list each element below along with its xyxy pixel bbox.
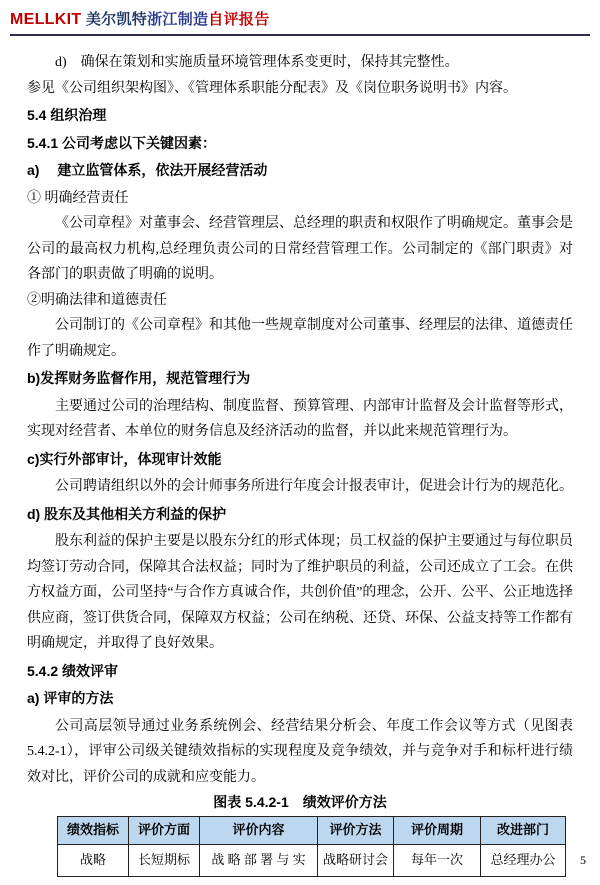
heading-5-4-2: 5.4.2 绩效评审 (27, 662, 119, 679)
cell-kpi: 战略 (58, 844, 129, 876)
cell-dept: 总经理办公 (481, 844, 566, 876)
brand-logo-text: MELLKIT (10, 11, 82, 28)
heading-5-4-1: 5.4.1 公司考虑以下关键因素： (27, 134, 217, 151)
col-header-cycle: 评价周期 (394, 816, 481, 844)
col-header-method: 评价方法 (318, 816, 394, 844)
cell-content: 战 略 部 署 与 实 (200, 844, 318, 876)
performance-evaluation-table (57, 816, 566, 877)
heading-a-review-method: a) 评审的方法 (27, 690, 114, 706)
cell-method: 战略研讨会 (318, 844, 394, 876)
page-number: 5 (580, 853, 586, 867)
cell-cycle: 每年一次 (394, 844, 481, 876)
heading-c-audit: c)实行外部审计，体现审计效能 (27, 450, 222, 467)
document-page (0, 8, 600, 885)
paragraph-finance-oversight: 主要通过公司的治理结构、制度监督、预算管理、内部审计监督及会计监督等形式，实现对经营者、本单位的财务信息及经济活动的监督，并以此来规范管理行为。 (27, 398, 573, 439)
table-header-row (58, 816, 566, 844)
paragraph-list-item-d: d) 确保在策划和实施质量环境管理体系变更时，保持其完整性。 (55, 55, 459, 70)
heading-a-supervision: a) 建立监管体系，依法开展经营活动 (27, 162, 268, 178)
bullet-1-responsibility: ① 明确经营责任 (27, 190, 129, 206)
heading-b-finance: b)发挥财务监督作用，规范管理行为 (27, 370, 251, 386)
brand-name: 美尔凯特 (81, 11, 148, 28)
col-header-aspect: 评价方面 (129, 816, 200, 844)
paragraph-reference: 参见《公司组织架构图》、《管理体系职能分配表》及《岗位职务说明书》内容。 (27, 80, 517, 96)
doc-title-part-1: 浙江制造 (147, 11, 209, 28)
paragraph-external-audit: 公司聘请组织以外的会计师事务所进行年度会计报表审计，促进会计行为的规范化。 (55, 479, 573, 494)
doc-title-part-2: 自评报告 (208, 11, 270, 28)
document-body (27, 50, 573, 877)
paragraph-stakeholder-rights: 股东利益的保护主要是以股东分红的形式体现；员工权益的保护主要通过与每位职员均签订劳动合同，保障其合法权益；同时为了维护职员的利益，公司还成立了工会。在供方权益方面，公司坚持“与合作方真诚合作，共创价值”的理念，公开、公平、公正地选择供应商，签订供货合同，保障双方权益；公司在纳税、还贷、环保、公益支持等工作都有明确规定，并取得了良好效果。 (27, 534, 573, 651)
paragraph-review-method: 公司高层领导通过业务系统例会、经营结果分析会、年度工作会议等方式（见图表 5.4.2-1），评审公司级关键绩效指标的实现程度及竞争绩效，并与竞争对手和标杆进行绩效对比，评价公司的成就和应变能力。 (27, 718, 573, 785)
paragraph-charter: 《公司章程》对董事会、经营管理层、总经理的职责和权限作了明确规定。董事会是公司的最高权力机构,总经理负责公司的日常经营管理工作。公司制定的《部门职责》对各部门的职责做了明确的说明。 (27, 216, 573, 282)
table-row (58, 844, 566, 876)
col-header-kpi: 绩效指标 (58, 816, 129, 844)
cell-aspect: 长短期标 (129, 844, 200, 876)
col-header-dept: 改进部门 (481, 816, 566, 844)
heading-d-stakeholders: d) 股东及其他相关方利益的保护 (27, 505, 227, 522)
document-header (10, 8, 590, 36)
bullet-2-legal-ethics: ②明确法律和道德责任 (27, 292, 167, 308)
paragraph-legal-rules: 公司制订的《公司章程》和其他一些规章制度对公司董事、经理层的法律、道德责任作了明确规定。 (27, 318, 573, 359)
col-header-content: 评价内容 (200, 816, 318, 844)
heading-5-4: 5.4 组织治理 (27, 107, 107, 123)
table-caption: 图表 5.4.2-1 绩效评价方法 (213, 794, 387, 810)
